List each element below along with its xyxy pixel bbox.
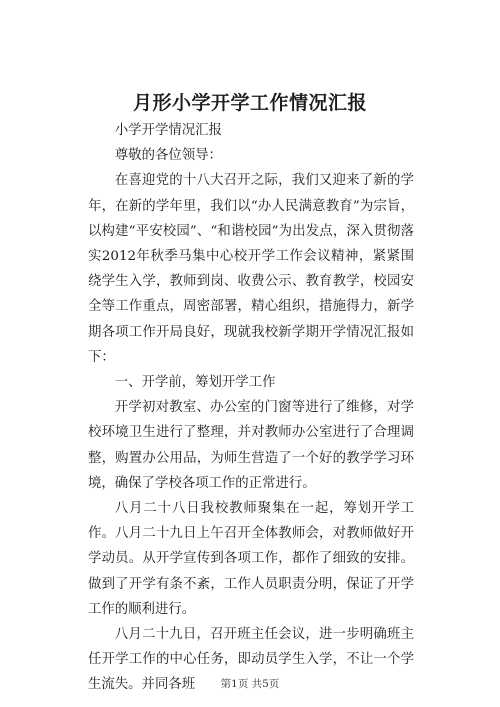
paragraph-subtitle: 小学开学情况汇报 xyxy=(114,123,222,138)
paragraph-aug28: 八月二十八日我校教师聚集在一起，筹划开学工作。八月二十九日上午召开全体教师会，对教师做好开学动员。从开学宣传到各项工作，都作了细致的安排。做到了开学有条不紊，工作人员职责分明，保证了开学工作的顺利进行。 xyxy=(88,501,414,617)
paragraph-intro: 在喜迎党的十八大召开之际，我们又迎来了新的学年，在新的学年里，我们以“办人民满意教育”为宗旨，以构建“平安校园”、“和谐校园”为出发点，深入贯彻落实2012年秋季马集中心校开学工作会议精神，紧紧围绕学生入学，教师到岗、收费公示、教育教学，校园安全等工作重点，周密部署，精心组织，措施得力，新学期各项工作开局良好，现就我校新学期开学情况汇报如下： xyxy=(88,173,414,365)
paragraph-aug29: 八月二十九日，召开班主任会议，进一步明确班主任开学工作的中心任务，即动员学生入学，不让一个学生流失。并同各班 xyxy=(88,627,414,693)
page-number: 第1页 共5页 xyxy=(220,678,280,690)
section-heading-1: 一、开学前，筹划开学工作 xyxy=(114,375,276,391)
paragraph-salutation: 尊敬的各位领导： xyxy=(114,148,222,164)
paragraph-maintenance: 开学初对教室、办公室的门窗等进行了维修，对学校环境卫生进行了整理，并对教师办公室进行了合理调整，购置办公用品，为师生营造了一个好的教学学习环境，确保了学校各项工作的正常进行。 xyxy=(88,400,414,491)
document-title: 月形小学开学工作情况汇报 xyxy=(132,92,367,114)
document-body xyxy=(88,118,414,698)
